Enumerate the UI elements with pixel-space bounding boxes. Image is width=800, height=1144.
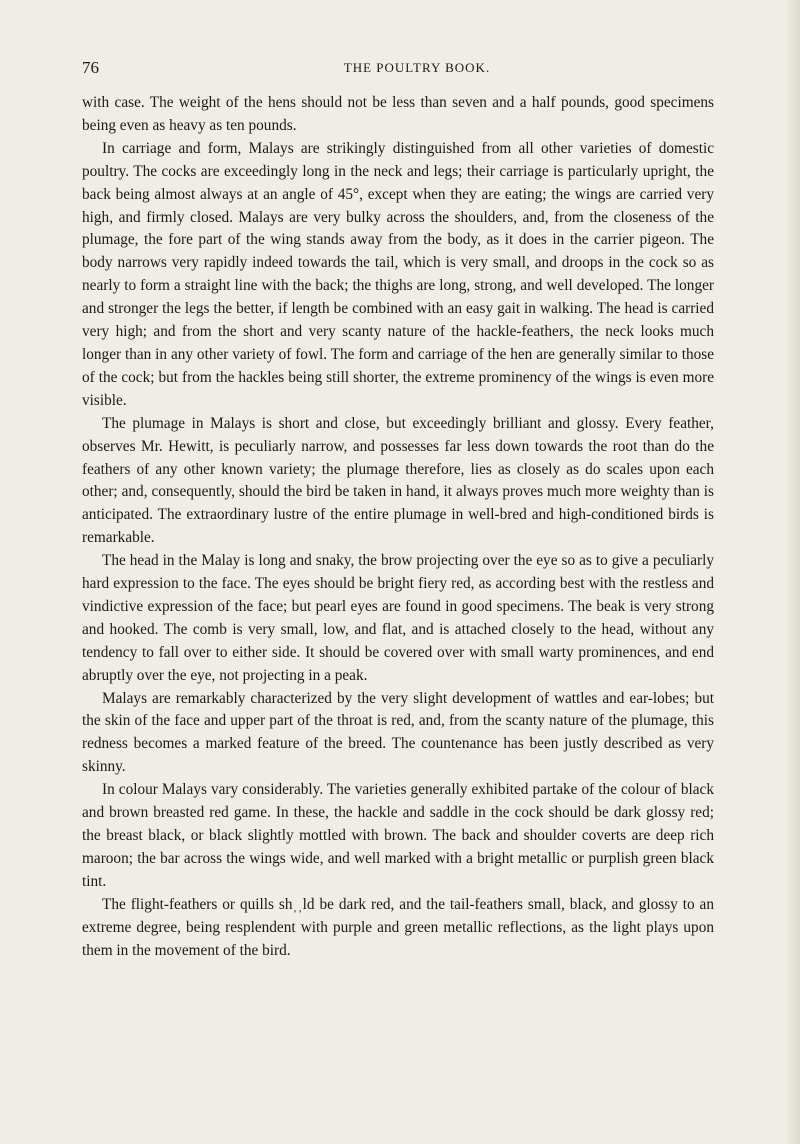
paragraph-carriage-and-form: In carriage and form, Malays are strikingly distinguished from all other varieties of domestic poultry. The cocks are exceedingly long in the neck and legs; their carriage is particularly upright, the back being almost always at an angle of 45°, except when they are eating; the wings are carried very high, and firmly closed. Malays are very bulky across the shoulders, and, from the closeness of the plumage, the fore part of the wing stands away from the body, as it does in the carrier pigeon. The body narrows very rapidly indeed towards the tail, which is very small, and droops in the cock so as nearly to form a straight line with the back; the thighs are long, strong, and well developed. The longer and stronger the legs the better, if length be combined with an easy gait in walking. The head is carried very high; and from the short and very scanty nature of the hackle-feathers, the neck looks much longer than in any other variety of fowl. The form and carriage of the hen are generally similar to those of the cock; but from the hackles being still shorter, the extreme prominency of the wings is even more visible. [82, 139, 714, 409]
running-title: THE POULTRY BOOK. [343, 60, 491, 75]
paragraph-continuation: with case. The weight of the hens should not be less than seven and a half pounds, good specimens being even as heavy as ten pounds. [82, 94, 714, 134]
page-edge-shadow [786, 0, 800, 1144]
paragraph-wattles: Malays are remarkably characterized by the very slight development of wattles and ear-lobes; but the skin of the face and upper part of the throat is red, and, from the scanty nature of the plumage, this redness becomes a marked feature of the breed. The countenance has been justly described as very skinny. [82, 689, 714, 776]
running-head [82, 58, 712, 82]
paragraph-head: The head in the Malay is long and snaky, the brow projecting over the eye so as to give a peculiarly hard expression to the face. The eyes should be bright fiery red, as according best with the restless and vindictive expression of the face; but pearl eyes are found in good specimens. The beak is very strong and hooked. The comb is very small, low, and flat, and is attached closely to the head, without any tendency to fall over to either side. It should be covered over with small warty prominences, and end abruptly over the eye, not projecting in a peak. [82, 552, 714, 684]
page-number: 76 [82, 58, 99, 77]
body-text [82, 92, 714, 962]
paragraph-colour: In colour Malays vary considerably. The varieties generally exhibited partake of the colour of black and brown breasted red game. In these, the hackle and saddle in the cock should be dark glossy red; the breast black, or black slightly mottled with brown. The back and shoulder coverts are deep rich maroon; the bar across the wings wide, and well marked with a bright metallic or purplish green black tint. [82, 781, 714, 890]
paragraph-plumage: The plumage in Malays is short and close, but exceedingly brilliant and glossy. Every feather, observes Mr. Hewitt, is peculiarly narrow, and possesses far less down towards the root than do the feathers of any other known variety; the plumage therefore, lies as closely as do scales upon each other; and, consequently, should the bird be taken in hand, it always proves much more weighty than is anticipated. The extraordinary lustre of the entire plumage in well-bred and high-conditioned birds is remarkable. [82, 414, 714, 547]
paragraph-flight-feathers: The flight-feathers or quills shˌˌld be dark red, and the tail-feathers small, black, and glossy to an extreme degree, being resplendent with purple and green metallic reflections, as the light plays upon them in the movement of the bird. [82, 895, 714, 959]
